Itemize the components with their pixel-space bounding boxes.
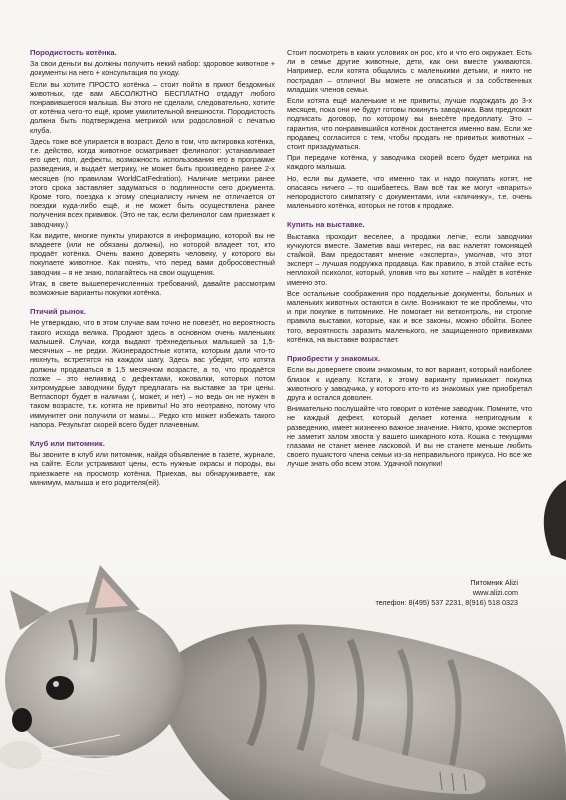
heading-exhibition: Купить на выставке. (287, 220, 365, 230)
right-column (287, 48, 532, 471)
paragraph: Не утверждаю, что в этом случае вам точно не повезёт, но вероятность такого исхода велика. Продают здесь в основном очень маленьких малышей. Случаи, когда выдают трёхнедельных малышей за 1,5-месячных – не редки. Жизнерадостные котята, которым дали что-то нюхнуть, встретятся на каждом шагу. Здесь вас убедят, что котята должны продаваться в 1,5 месячном возрасте, а то, что продаётся позже – это неликвид с дефектами, коковалки, которых потом хитромудрые заводчики будут предлагать на выставке за три цены. Ветпаспорт будет в наличии (, может, и нет) – но ведь он не нужен в таком возрасте, т.к. котята не привиты! Но это неотравно, потому что иммунитет они получили от мамы… Редко кто может избежать такого напора. Результат скорей всего будет плачевным. (30, 318, 275, 429)
paragraph: Все остальные соображения про поддельные документы, больных и маленьких животных остаются в силе. Возникают те же проблемы, что и при покупке в питомнике. Не помогает ни ветконтроль, ни строгие правила выставки, которые, как и все законы, можно обойти. Более того, вероятность заразить маленького, не защищенного прививками котёнка, на выставке возрастает. (287, 288, 532, 344)
paragraph: Итак, в свете вышеперечисленных требований, давайте рассмотрим возможные варианты покупки котёнка. (30, 278, 275, 298)
paragraph: Если вы хотите ПРОСТО котёнка – стоит пойти в приют бездомных животных, где вам АБСОЛЮТНО БЕСПЛАТНО отдадут любого понравившегося малыша. Вы этого не сделали, следовательно, хотите от котёнка чего-то ещё, кроме умилительной внешности. Породистость должна быть подтверждена метрикой или родословной с печатью клуба. (30, 79, 275, 135)
paragraph: Вы звоните в клуб или питомник, найдя объявление в газете, журнале, на сайте. Если устраивают цены, есть нужные окрасы и породы, вы приезжаете на просмотр котёнка. Приехав, вы обнаруживаете, как минимум, малыша и его родителя(ей). (30, 450, 275, 487)
paragraph: Если вы доверяете своим знакомым, то вот вариант, который наиболее близок к идеалу. Кстати, к этому варианту примыкает покупка животного у заводчика, у которого кто-то из знакомых уже приобретал друга и остался доволен. (287, 365, 532, 402)
paragraph: Но, если вы думаете, что именно так и надо покупать котят, не опасаясь ничего – то ошибаетесь. Вам всё так же могут «впарить» непородистого симпатягу с документами, или «кличинку», т.е. очень маленького котёнка, которых не готов к продаже. (287, 173, 532, 211)
contact-block (375, 578, 518, 608)
paragraph: Как видите, многие пункты упираются в информацию, которой вы не владеете (или не обязаны должны), но которой владеет тот, кто продаёт котёнка. Очень важно доверять человеку, у которого вы покупаете животное. Как понять, что перед вами добросовестный заводчик – я не знаю, полагайтесь на свои ощущения. (30, 230, 275, 277)
phone-numbers: телефон: 8(495) 537 2231, 8(916) 518 0323 (375, 598, 518, 607)
paragraph: Выставка проходит веселее, а продажи легче, если заводчики кучкуются вместе. Заметив ваш интерес, на вас налетят гомонящей стайкой. Вам предоставят мнение «эксперта», умолчав, что этот эксперт – лучшая подружка продавца. Как правило, в этой стайке есть неплохой психолог, который, уловив что вы хотите – найдёт в котёнке именно это. (287, 231, 532, 287)
paragraph: Стоит посмотреть в каких условиях он рос, кто и что его окружает. Есть ли в семье другие животные, дети, как они вместе уживаются. Например, если котята общались с маленькими детьми, и никто не пострадал – отлично! Вы можете не опасаться и за собственных младших членов семьи. (287, 48, 532, 94)
heading-bird-market: Птичий рынок. (30, 307, 86, 317)
website-link[interactable]: www.alizi.com (472, 588, 518, 597)
paragraph: Если котята ещё маленькие и не привиты, лучше подождать до 3-х месяцев, пока они не будут готовы покинуть заводчика. Вам предложат подписать договор, по которому вы внесёте предоплату. Это – гарантия, что понравившийся котёнок достанется именно вам. Если же продавец согласится с тем, чтобы продать не привитых животных – стоит призадуматься. (287, 96, 532, 152)
left-column (30, 48, 275, 489)
cattery-name: Питомник Alizi (470, 578, 518, 587)
heading-club-or-cattery: Клуб или питомник. (30, 438, 105, 448)
cat-tail-image (506, 470, 566, 560)
paragraph: За свои деньги вы должны получить некий набор: здоровое животное + документы на него + консультация по уходу. (30, 59, 275, 78)
paragraph: При передаче котёнка, у заводчика скорей всего будет метрика на каждого малыша. (287, 153, 532, 172)
paragraph: Внимательно послушайте что говорит о котёнке заводчик. Помните, что не каждый дефект, который делает котенка непригодным к разведению, имеет жизненно важное значение. Никто, кроме экспертов не заметит залом хвоста у вашего шикарного кота. Кошка с текущими глазами не станет менее ласковой. И вы не станете меньше любить своего пушистого члена семьи из-за неправильного прикуса. Но все же лучше знать обо всем этом. Удачной покупки! (287, 404, 532, 469)
heading-acquaintances: Приобрести у знакомых. (287, 354, 381, 364)
paragraph: Здесь тоже всё упирается в возраст. Дело в том, что актировка котёнка, т.е. действо, когда животное осматривает фелинолог: устанавливает его цвет, пол, дефекты, возможность использования его в программе разведения, и выдаёт метрику, не может быть произведено ранее 2-х месяцев (по правилам WorldCatFedration). Наличие метрики ранее этого срока заставляет задуматься о подлинности сего документа. Кроме того, поездка к этому специалисту ничем не отличается от поездки куда-либо ещё, и не может быть осуществлена ранее получения всех прививок. (Это не так, если фелинолог сам приезжает к заводчику.) (30, 136, 275, 229)
heading-pedigree: Породистость котёнка. (30, 48, 117, 57)
